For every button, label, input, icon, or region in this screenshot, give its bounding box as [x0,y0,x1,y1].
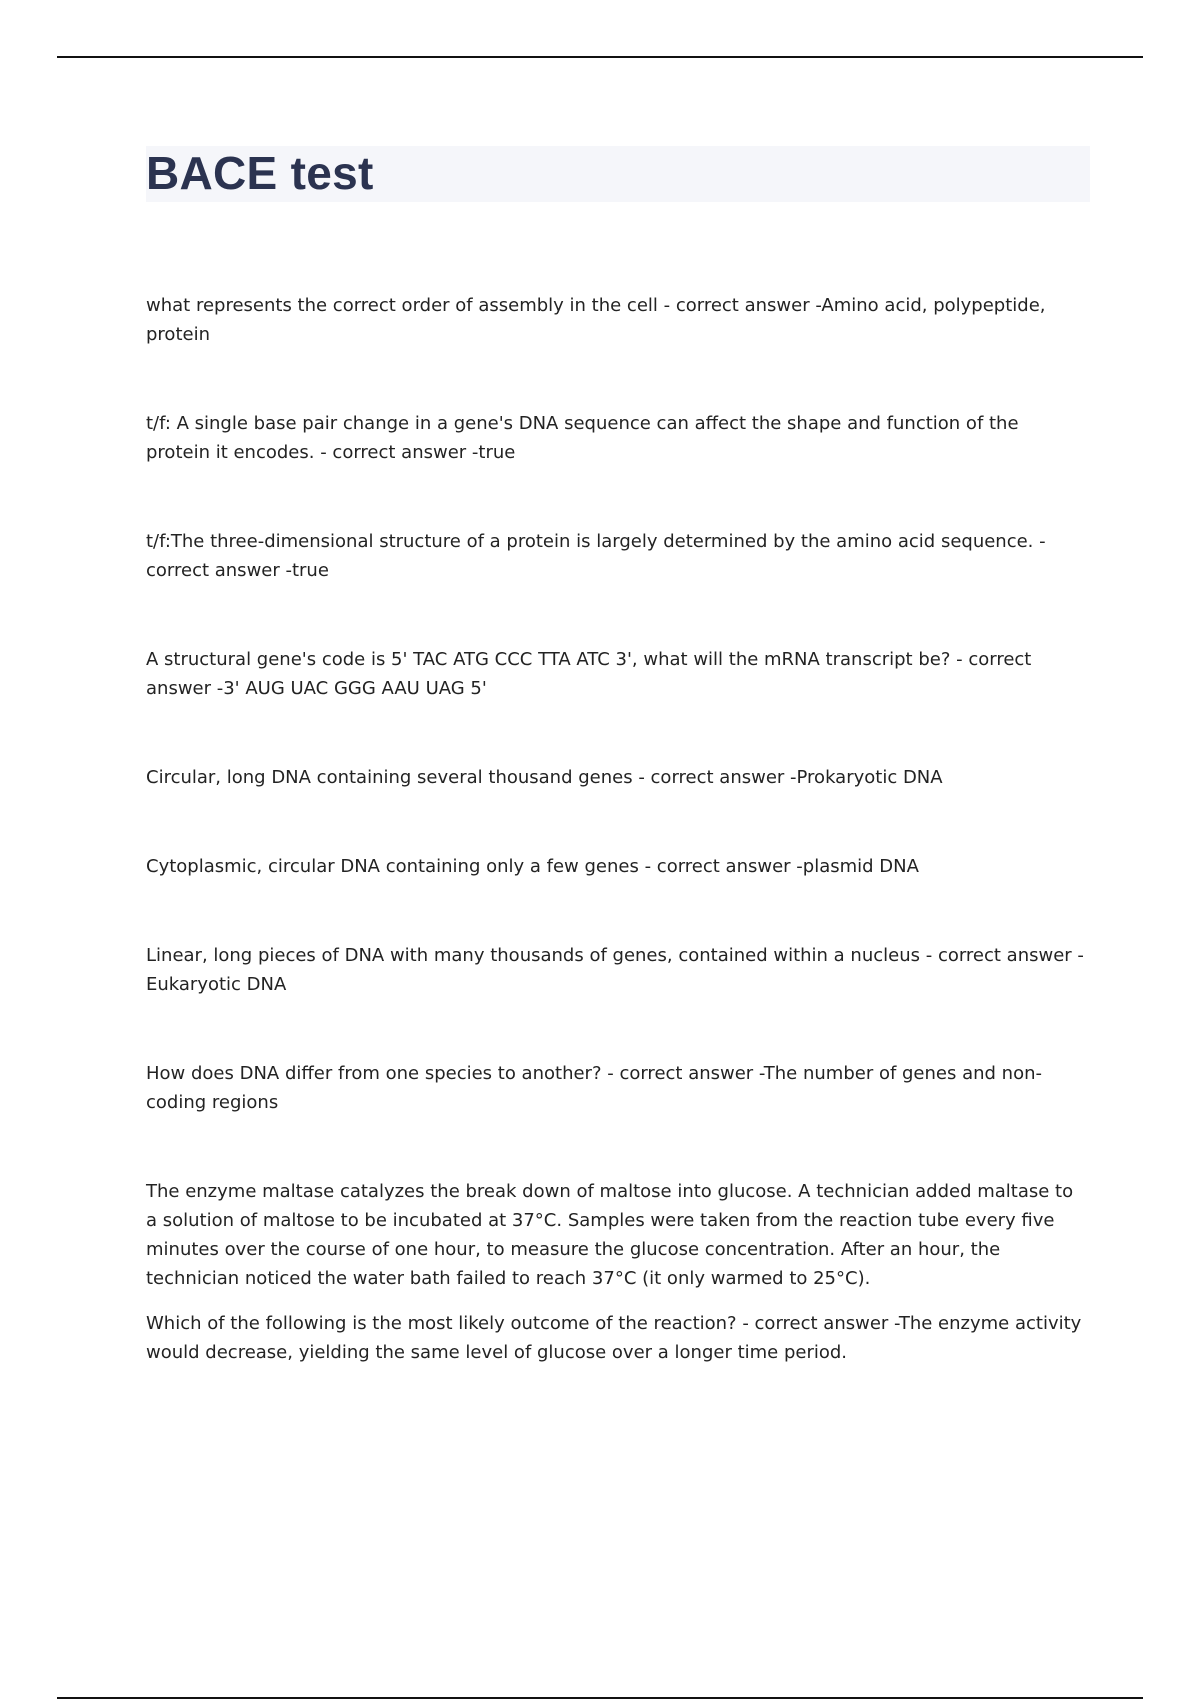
qa-text: Circular, long DNA containing several thousand genes - correct answer -Prokaryotic DNA [146,767,943,788]
qa-text: A structural gene's code is 5' TAC ATG CCC TTA ATC 3', what will the mRNA transcript be? - correct answer -3' AUG UAC GGG AAU UAG 5' [146,649,1032,699]
document-title: BACE test [146,147,374,199]
footer-rule [57,1697,1143,1699]
qa-text: what represents the correct order of assembly in the cell - correct answer -Amino acid, polypeptide, protein [146,295,1046,345]
header-rule [57,56,1143,58]
qa-item-9 [146,1177,1086,1367]
qa-scenario-text: The enzyme maltase catalyzes the break down of maltose into glucose. A technician added maltase to a solution of maltose to be incubated at 37°C. Samples were taken from the reaction tube every five minutes over the course of one hour, to measure the glucose concentration. After an hour, the technician noticed the water bath failed to reach 37°C (it only warmed to 25°C). [146,1181,1074,1289]
qa-text: Cytoplasmic, circular DNA containing only a few genes - correct answer -plasmid DNA [146,856,919,877]
qa-text: Linear, long pieces of DNA with many thousands of genes, contained within a nucleus - correct answer -Eukaryotic DNA [146,945,1084,995]
qa-item-4 [146,645,1086,703]
qa-item-7 [146,941,1086,999]
qa-text: t/f:The three-dimensional structure of a protein is largely determined by the amino acid sequence. - correct answer -true [146,531,1046,581]
qa-item-2 [146,409,1086,467]
qa-text: t/f: A single base pair change in a gene's DNA sequence can affect the shape and function of the protein it encodes. - correct answer -true [146,413,1019,463]
qa-text: How does DNA differ from one species to another? - correct answer -The number of genes and non-coding regions [146,1063,1043,1113]
qa-item-8 [146,1059,1086,1117]
qa-item-1 [146,291,1086,349]
qa-question-text: Which of the following is the most likely outcome of the reaction? - correct answer -The enzyme activity would decrease, yielding the same level of glucose over a longer time period. [146,1313,1082,1363]
qa-item-5 [146,763,1086,792]
qa-list [146,291,1086,1427]
qa-item-6 [146,852,1086,881]
qa-item-3 [146,527,1086,585]
